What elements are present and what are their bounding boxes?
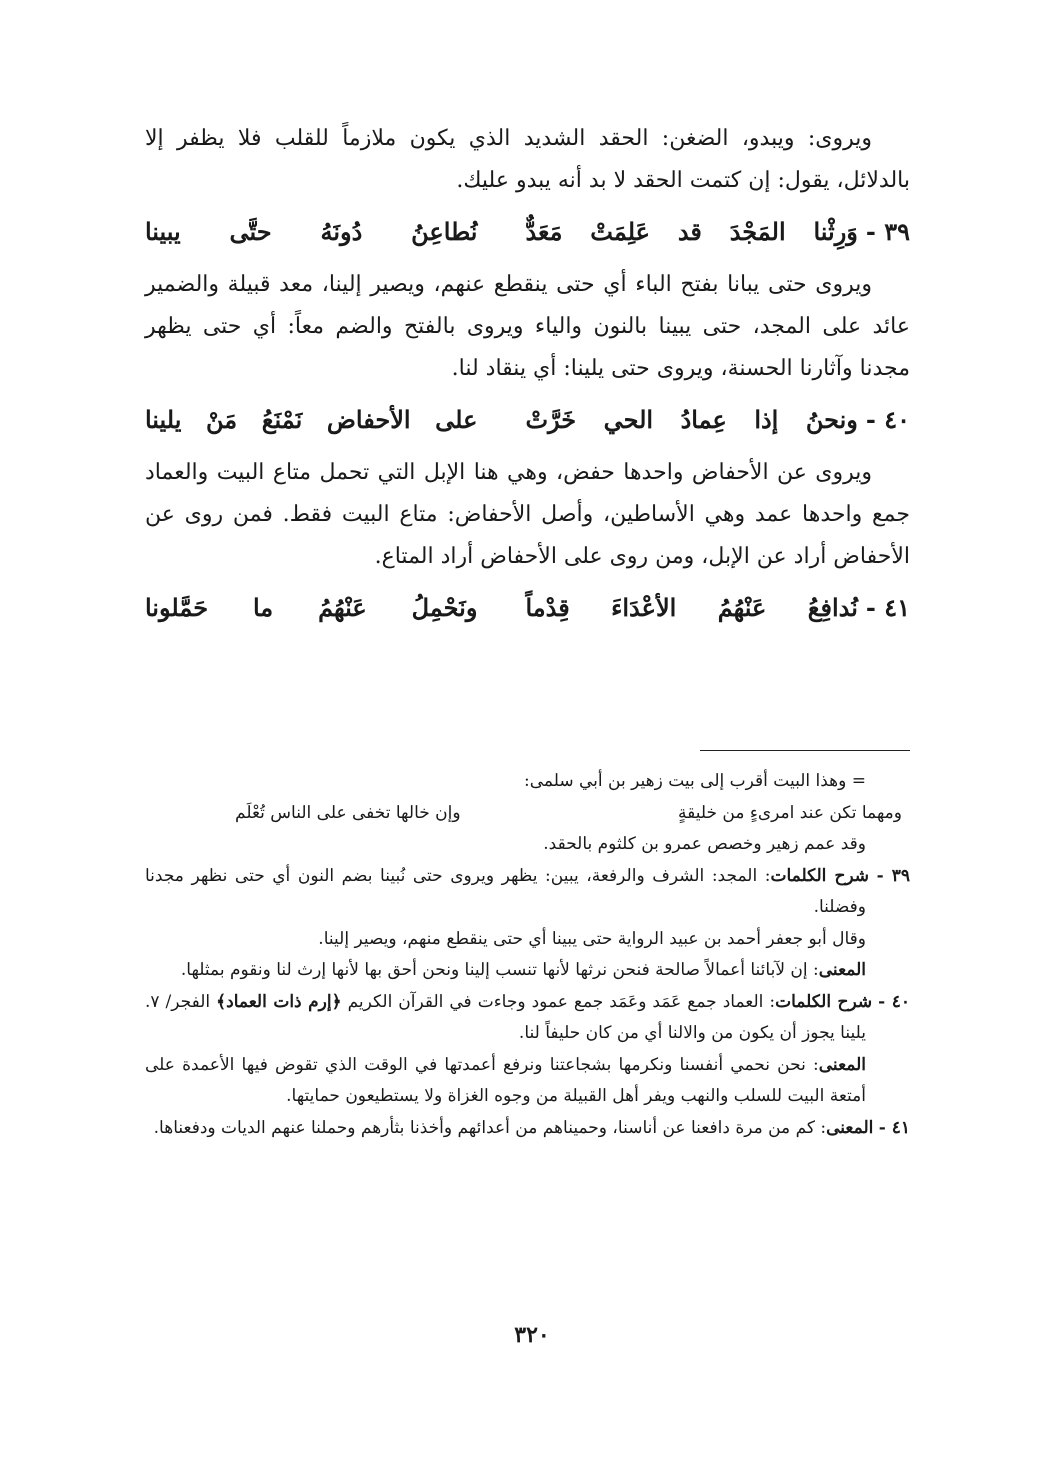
footnote-text: : نحن نحمي أنفسنا ونكرمها بشجاعتنا ونرفع أعمدتها في الوقت الذي تقوض فيها الأعمدة على أمتعة البيت للسلب والنهب ويفر أهل القبيلة من وجوه الغزاة ولا يستطيعون حمايتها. — [145, 1054, 866, 1106]
footnote-label: شرح الكلمات — [770, 865, 870, 886]
verse-first-hemistich: ونحنُ إذا عِمادُ الحي خَرَّتْ — [525, 405, 858, 434]
footnote-number: ٣٩ - — [876, 865, 910, 886]
footnote-text: الفجر/ ٧. يلينا يجوز أن يكون من والالنا أي من كان حليفاً لنا. — [145, 991, 866, 1043]
footnote-number: ٤٠ - — [878, 991, 911, 1012]
verse-second-hemistich: على الأحفاض نَمْنَعُ مَنْ يلينا — [144, 405, 478, 434]
paragraph-3: ويروى عن الأحفاض واحدها حفض، وهي هنا الإبل التي تحمل متاع البيت والعماد جمع واحدها عمد وهي الأساطين، وأصل الأحفاض: متاع البيت فقط. فمن روى عن الأحفاض أراد عن الإبل، ومن روى على الأحفاض أراد المتاع. — [145, 460, 910, 569]
verse-39 — [145, 206, 910, 258]
footnote-39-extra: وقال أبو جعفر أحمد بن عبيد الرواية حتى يبينا أي حتى ينقطع منهم، ويصير إلينا. — [318, 928, 866, 949]
footnote-40-meaning — [145, 1050, 910, 1113]
footnote-39 — [145, 861, 910, 924]
footnote-number: ٤١ - — [878, 1117, 910, 1138]
footnote-text: : العماد جمع عَمَد وعَمَد جمع عمود وجاءت في القرآن الكريم — [347, 991, 776, 1012]
footnote-poem — [145, 798, 910, 830]
footnote-separator — [700, 750, 910, 751]
paragraph-2: ويروى حتى يبانا بفتح الباء أي حتى ينقطع عنهم، ويصير إلينا، معد قبيلة والضمير عائد على المجد، حتى يبينا بالنون والياء ويروى بالفتح والضم معاً: أي حتى يظهر مجدنا وآثارنا الحسنة، ويروى حتى يلينا: أي ينقاد لنا. — [145, 272, 910, 381]
footnotes — [145, 766, 910, 1144]
poem-first-hemistich: ومهما تكن عند امرىءٍ من خليقةٍ — [678, 802, 902, 823]
verse-second-hemistich: ونَحْمِلُ عَنْهُمُ ما حَمَّلونا — [144, 593, 478, 622]
footnote-note: وقد عمم زهير وخصص عمرو بن كلثوم بالحقد. — [543, 834, 866, 854]
verse-41 — [145, 582, 910, 634]
verse-number: ٤٠ - — [865, 405, 910, 434]
verse-40 — [145, 394, 910, 446]
footnote-40 — [145, 987, 910, 1050]
footnote-continuation: = وهذا البيت أقرب إلى بيت زهير بن أبي سلمى: — [524, 771, 866, 791]
quran-quote: ﴿إرم ذات العماد﴾ — [216, 991, 342, 1012]
verse-first-hemistich: نُدافِعُ عَنْهُمُ الأعْدَاءَ قِدْماً — [525, 593, 858, 622]
footnote-label: المعنى — [818, 960, 866, 980]
page-content — [144, 118, 911, 1138]
footnote-text: : إن لآبائنا أعمالاً صالحة فنحن نرثها لأنها تنسب إلينا ونحن أحق بها لأنها إرث لنا ونقوم بمثلها. — [180, 960, 819, 980]
footnote-label: المعنى — [818, 1054, 866, 1075]
footnote-label: شرح الكلمات — [775, 991, 873, 1012]
verse-second-hemistich: نُطاعِنُ دُونَهُ حتَّى يبينا — [144, 217, 478, 246]
verse-first-hemistich: وَرِثْنا المَجْدَ قد عَلِمَتْ مَعَدٌّ — [525, 217, 858, 246]
paragraph-1: ويروى: ويبدو، الضغن: الحقد الشديد الذي يكون ملازماً للقلب فلا يظفر إلا بالدلائل، يقول: إن كتمت الحقد لا بد أنه يبدو عليك. — [145, 126, 910, 193]
verse-number: ٤١ - — [865, 593, 910, 622]
verse-number: ٣٩ - — [865, 217, 910, 246]
footnote-text: : المجد: الشرف والرفعة، يبين: يظهر ويروى حتى نُبينا بضم النون أي حتى نظهر مجدنا وفضلنا. — [145, 865, 866, 917]
footnote-label: المعنى — [826, 1117, 874, 1138]
footnote-41 — [145, 1113, 910, 1145]
footnote-text: : كم من مرة دافعنا عن أناسنا، وحميناهم من أعدائهم وأخذنا بثأرهم وحملنا عنهم الديات ودفعناها. — [153, 1117, 827, 1138]
footnote-39-meaning — [145, 955, 910, 987]
page-number: ٣٢٠ — [514, 1322, 550, 1348]
poem-second-hemistich: وإن خالها تخفى على الناس تُعْلَم — [235, 802, 461, 823]
